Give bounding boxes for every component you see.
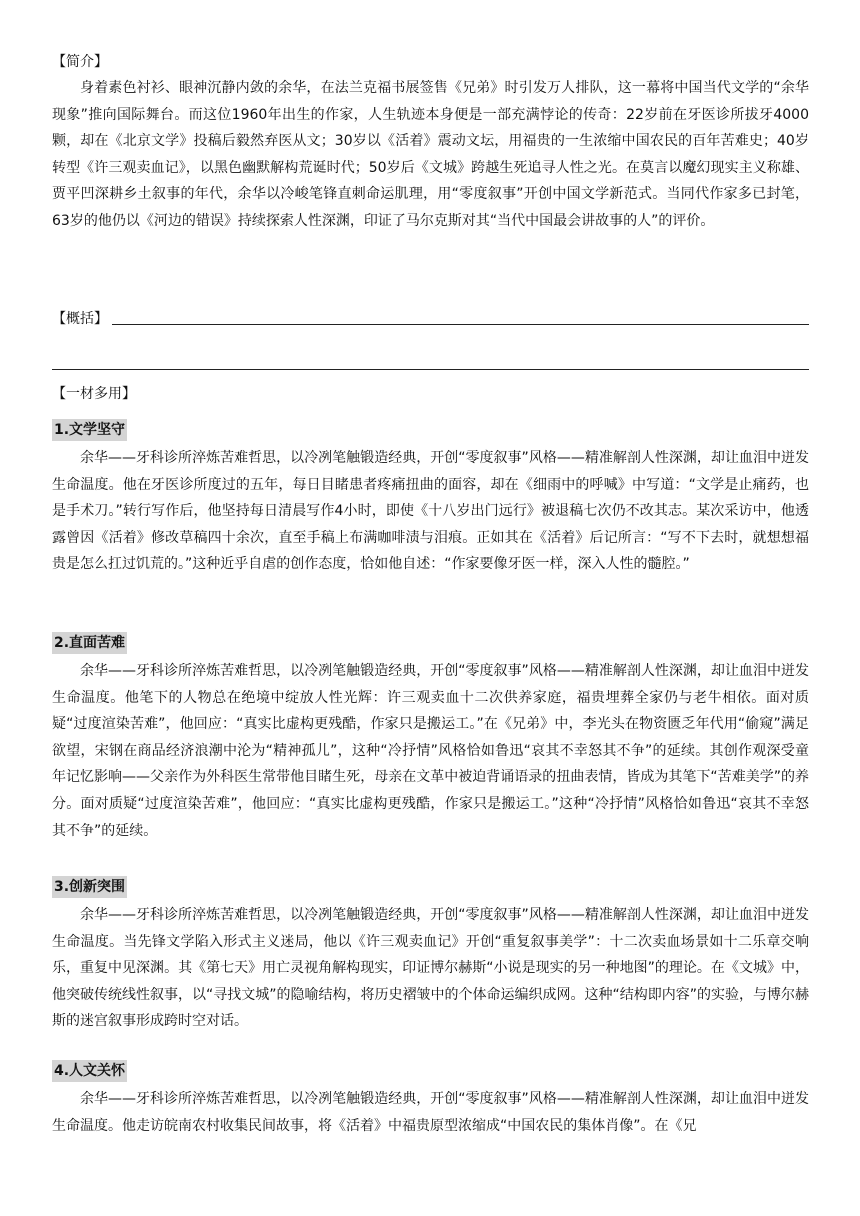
summary-answer-line-2[interactable] [52,369,809,370]
summary-label: 【概括】 [52,311,108,327]
section-heading-humanistic-care: 4.人文关怀 [52,1060,127,1082]
section-paragraph-facing-suffering: 余华——牙科诊所淬炼苦难哲思，以冷冽笔触锻造经典，开创“零度叙事”风格——精准解剖人性深渊，却让血泪中迸发生命温度。他笔下的人物总在绝境中绽放人性光辉：许三观卖血十二次供养家庭，福贵埋葬全家仍与老牛相依。面对质疑“过度渲染苦难”，他回应：“真实比虚构更残酷，作家只是搬运工。”在《兄弟》中，李光头在物资匮乏年代用“偷窥”满足欲望，宋钢在商品经济浪潮中沦为“精神孤儿”，这种“冷抒情”风格恰如鲁迅“哀其不幸怒其不争”的延续。其创作观深受童年记忆影响——父亲作为外科医生常带他目睹生死，母亲在文革中被迫背诵语录的扭曲表情，皆成为其笔下“苦难美学”的养分。面对质疑“过度渲染苦难”，他回应：“真实比虚构更残酷，作家只是搬运工。”这种“冷抒情”风格恰如鲁迅“哀其不幸怒其不争”的延续。 [52,663,809,839]
section-heading-facing-suffering: 2.直面苦难 [52,632,127,654]
section-heading-literary-perseverance: 1.文学坚守 [52,419,127,441]
summary-answer-line-1[interactable] [112,324,809,325]
section-paragraph-humanistic-care: 余华——牙科诊所淬炼苦难哲思，以冷冽笔触锻造经典，开创“零度叙事”风格——精准解剖人性深渊，却让血泪中迸发生命温度。他走访皖南农村收集民间故事，将《活着》中福贵原型浓缩成“中国农民的集体肖像”。在《兄 [52,1091,809,1134]
intro-paragraph: 身着素色衬衫、眼神沉静内敛的余华，在法兰克福书展签售《兄弟》时引发万人排队，这一幕将中国当代文学的“余华现象”推向国际舞台。而这位1960年出生的作家，人生轨迹本身便是一部充满悖论的传奇：22岁前在牙医诊所拔牙4000颗，却在《北京文学》投稿后毅然弃医从文；30岁以《活着》震动文坛，用福贵的一生浓缩中国农民的百年苦难史；40岁转型《许三观卖血记》，以黑色幽默解构荒诞时代；50岁后《文城》跨越生死追寻人性之光。在莫言以魔幻现实主义称雄、贾平凹深耕乡土叙事的年代，余华以冷峻笔锋直刺命运肌理，用“零度叙事”开创中国文学新范式。当同代作家多已封笔，63岁的他仍以《河边的错误》持续探索人性深渊，印证了马尔克斯对其“当代中国最会讲故事的人”的评价。 [52,80,809,229]
section-paragraph-innovation: 余华——牙科诊所淬炼苦难哲思，以冷冽笔触锻造经典，开创“零度叙事”风格——精准解剖人性深渊，却让血泪中迸发生命温度。当先锋文学陷入形式主义迷局，他以《许三观卖血记》开创“重复叙事美学”：十二次卖血场景如十二乐章交响乐，重复中见深渊。其《第七天》用亡灵视角解构现实，印证博尔赫斯“小说是现实的另一种地图”的理论。在《文城》中，他突破传统线性叙事，以“寻找文城”的隐喻结构，将历史褶皱中的个体命运编织成网。这种“结构即内容”的实验，与博尔赫斯的迷宫叙事形成跨时空对话。 [52,907,810,1030]
intro-label: 【简介】 [52,54,108,70]
section-paragraph-literary-perseverance: 余华——牙科诊所淬炼苦难哲思，以冷冽笔触锻造经典，开创“零度叙事”风格——精准解剖人性深渊，却让血泪中迸发生命温度。他在牙医诊所度过的五年，每日目睹患者疼痛扭曲的面容，却在《细雨中的呼喊》中写道：“文学是止痛药，也是手术刀。”转行写作后，他坚持每日清晨写作4小时，即使《十八岁出门远行》被退稿七次仍不改其志。某次采访中，他透露曾因《活着》修改草稿四十余次，直至手稿上布满咖啡渍与泪痕。正如其在《活着》后记所言：“写不下去时，就想想福贵是怎么扛过饥荒的。”这种近乎自虐的创作态度，恰如他自述：“作家要像牙医一样，深入人性的髓腔。” [52,450,809,573]
multi-use-label: 【一材多用】 [52,386,136,402]
section-heading-innovation: 3.创新突围 [52,876,127,898]
